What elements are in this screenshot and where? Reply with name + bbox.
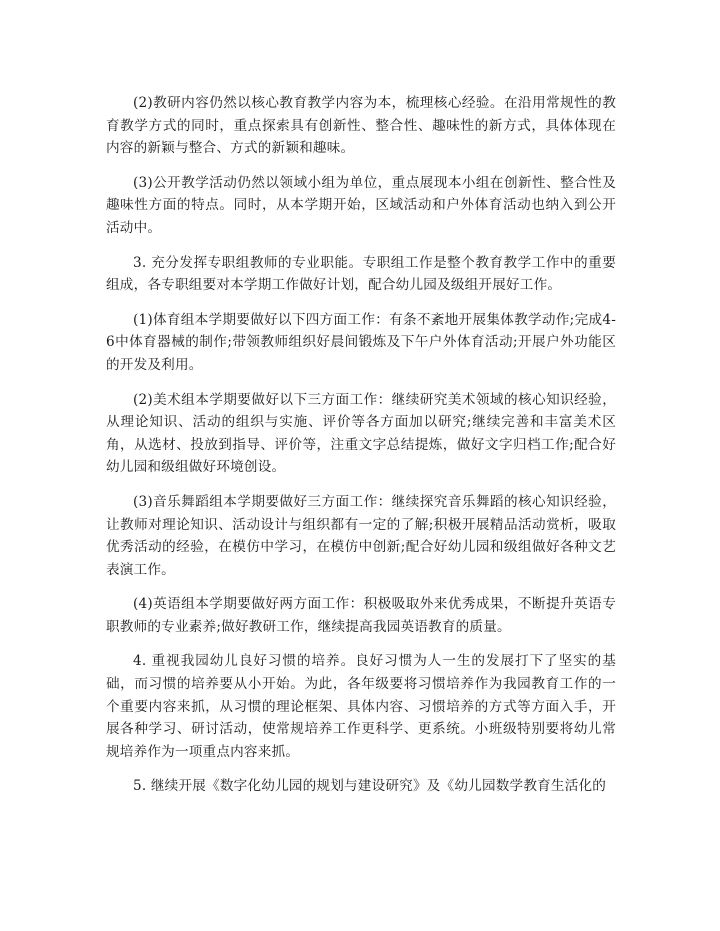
paragraph-5: (2)美术组本学期要做好以下三方面工作：继续研究美术领域的核心知识经验，从理论知识、活动的组织与实施、评价等各方面加以研究;继续完善和丰富美术区角，从选材、投放到指导、评价等，注重文字总结提炼，做好文字归档工作;配合好幼儿园和级组做好环境创设。 — [106, 391, 616, 476]
paragraph-4: (1)体育组本学期要做好以下四方面工作：有条不紊地开展集体教学动作;完成4-6中体育器械的制作;带领教师组织好晨间锻炼及下午户外体育活动;开展户外功能区的开发及利用。 — [106, 311, 616, 373]
paragraph-7: (4)英语组本学期要做好两方面工作：积极吸取外来优秀成果，不断提升英语专职教师的专业素养;做好教研工作，继续提高我园英语教育的质量。 — [106, 596, 616, 635]
paragraph-9: 5. 继续开展《数字化幼儿园的规划与建设研究》及《幼儿园数学教育生活化的 — [133, 778, 607, 795]
paragraph-6: (3)音乐舞蹈组本学期要做好三方面工作：继续探究音乐舞蹈的核心知识经验，让教师对理论知识、活动设计与组织都有一定的了解;积极开展精品活动赏析，吸取优秀活动的经验，在模仿中学习，在模仿中创新;配合好幼儿园和级组做好各种文艺表演工作。 — [106, 493, 616, 578]
paragraph-1: (2)教研内容仍然以核心教育教学内容为本，梳理核心经验。在沿用常规性的教育教学方式的同时，重点探索具有创新性、整合性、趣味性的新方式，具体体现在内容的新颖与整合、方式的新颖和趣味。 — [106, 95, 616, 157]
paragraph-2: (3)公开教学活动仍然以领域小组为单位，重点展现本小组在创新性、整合性及趣味性方面的特点。同时，从本学期开始，区域活动和户外体育活动也纳入到公开活动中。 — [106, 174, 616, 236]
paragraph-8: 4. 重视我园幼儿良好习惯的培养。良好习惯为人一生的发展打下了坚实的基础，而习惯的培养要从小开始。为此，各年级要将习惯培养作为我园教育工作的一个重要内容来抓，从习惯的理论框架、具体内容、习惯培养的方式等方面入手，开展各种学习、研讨活动，使常规培养工作更科学、更系统。小班级特别要将幼儿常规培养作为一项重点内容来抓。 — [106, 653, 616, 760]
document-body — [106, 92, 616, 810]
paragraph-3: 3. 充分发挥专职组教师的专业职能。专职组工作是整个教育教学工作中的重要组成，各专职组要对本学期工作做好计划，配合幼儿园及级组开展好工作。 — [106, 254, 616, 294]
